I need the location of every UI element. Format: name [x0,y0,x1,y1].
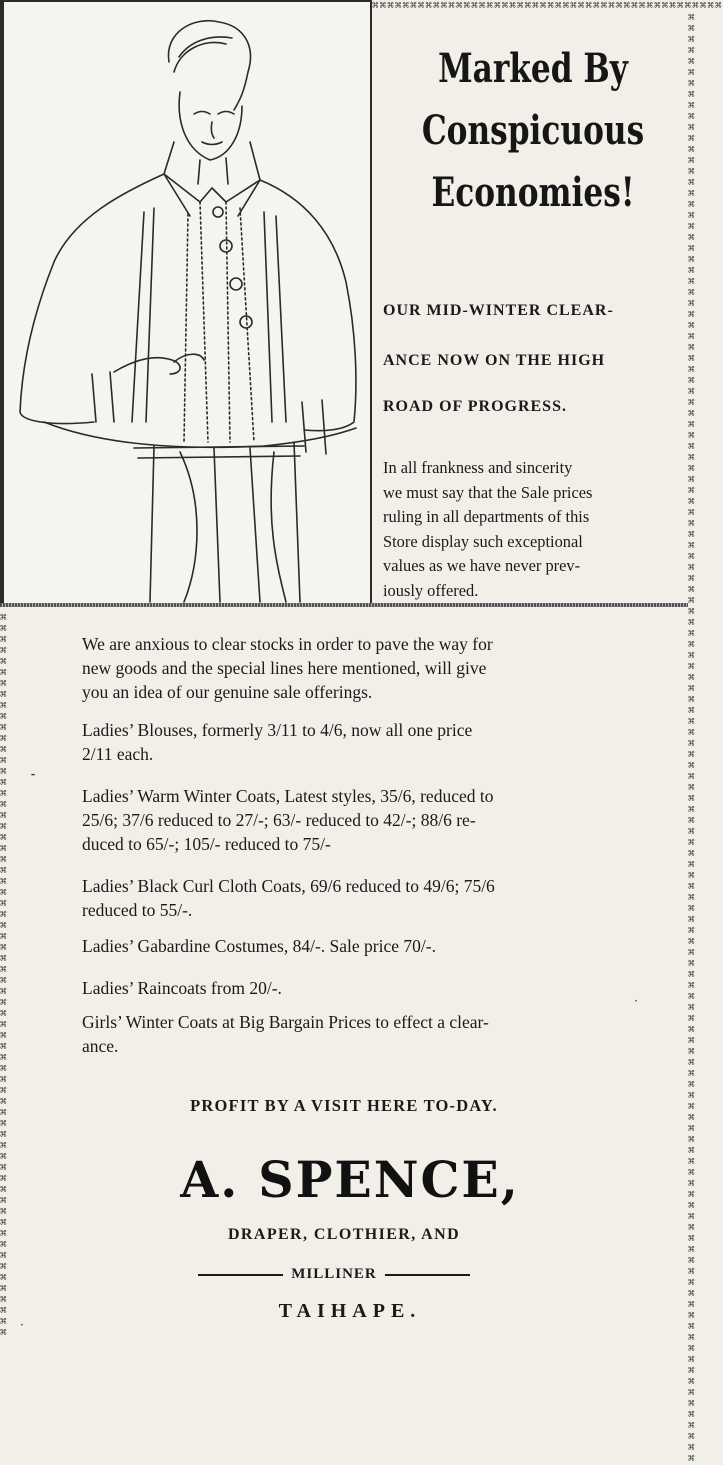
intro-line: Store display such exceptional [383,531,583,551]
intro-paragraph [383,456,673,604]
item-gabardine [82,934,642,958]
item-line: 25/6; 37/6 reduced to 27/-; 63/- reduced to 42/-; 88/6 re- [82,810,476,830]
subhead-line-1: OUR MID-WINTER CLEAR- [383,302,614,319]
intro-line: iously offered. [383,580,479,600]
print-speck: · [20,1318,24,1332]
merchant-name: A. SPENCE, [180,1150,520,1209]
ornamental-border-top: ⌘⌘⌘⌘⌘⌘⌘⌘⌘⌘⌘⌘⌘⌘⌘⌘⌘⌘⌘⌘⌘⌘⌘⌘⌘⌘⌘⌘⌘⌘⌘⌘⌘⌘⌘⌘⌘⌘⌘⌘⌘⌘⌘⌘⌘⌘ [372,0,723,12]
merchant-town: TAIHAPE. [278,1300,422,1322]
item-girls-coats [82,1010,642,1058]
print-speck: · [634,994,638,1008]
item-blouses [82,718,642,766]
fashion-illustration [0,0,372,606]
dash-rule-right [385,1274,470,1276]
dash-rule-left [198,1274,283,1276]
headline-line-3: Economies! [431,169,635,216]
body-line: you an idea of our genuine sale offerings. [82,682,373,702]
item-raincoats [82,976,642,1000]
intro-line: ruling in all departments of this [383,507,590,527]
item-line: Ladies’ Gabardine Costumes, 84/-. Sale price 70/-. [82,936,436,956]
item-line: duced to 65/-; 105/- reduced to 75/- [82,834,331,854]
headline [420,38,646,224]
item-line: Ladies’ Blouses, formerly 3/11 to 4/6, now all one price [82,720,473,740]
item-line: Ladies’ Raincoats from 20/-. [82,978,282,998]
item-line: 2/11 each. [82,744,154,764]
ornamental-border-right: ⌘⌘⌘⌘⌘⌘⌘⌘⌘⌘⌘⌘⌘⌘⌘⌘⌘⌘⌘⌘⌘⌘⌘⌘⌘⌘⌘⌘⌘⌘⌘⌘⌘⌘⌘⌘⌘⌘⌘⌘⌘⌘⌘⌘⌘⌘⌘⌘⌘⌘⌘⌘⌘⌘⌘⌘⌘⌘⌘⌘⌘⌘⌘⌘⌘⌘⌘⌘⌘⌘⌘⌘⌘⌘⌘⌘⌘⌘⌘⌘⌘⌘⌘⌘⌘⌘⌘⌘⌘⌘⌘⌘⌘⌘⌘⌘⌘⌘⌘⌘⌘⌘⌘⌘⌘⌘⌘⌘⌘⌘⌘⌘⌘⌘⌘⌘⌘⌘⌘⌘⌘⌘⌘⌘⌘⌘⌘⌘⌘⌘⌘⌘ [688,11,696,1465]
body-line: We are anxious to clear stocks in order to pave the way for [82,634,493,654]
headline-line-2: Conspicuous [421,107,645,154]
intro-line: values as we have never prev- [383,556,581,576]
subhead-line-3: ROAD OF PROGRESS. [383,398,567,415]
subhead-line-2: ANCE NOW ON THE HIGH [383,352,606,369]
headline-line-1: Marked By [438,45,628,92]
intro-line: In all frankness and sincerity [383,458,573,477]
item-line: Ladies’ Black Curl Cloth Coats, 69/6 reduced to 49/6; 75/6 [82,876,495,896]
intro-line: we must say that the Sale prices [383,482,593,502]
item-line: Girls’ Winter Coats at Big Bargain Prices to effect a clear- [82,1012,489,1032]
ornamental-border-left: ⌘⌘⌘⌘⌘⌘⌘⌘⌘⌘⌘⌘⌘⌘⌘⌘⌘⌘⌘⌘⌘⌘⌘⌘⌘⌘⌘⌘⌘⌘⌘⌘⌘⌘⌘⌘⌘⌘⌘⌘⌘⌘⌘⌘⌘⌘⌘⌘⌘⌘⌘⌘⌘⌘⌘⌘⌘⌘⌘⌘⌘⌘⌘⌘⌘⌘ [0,611,8,1339]
merchant-trade-2: MILLINER [291,1266,377,1282]
woman-blouse-drawing [4,2,370,604]
milliner-row [198,1266,470,1283]
item-line: ance. [82,1036,119,1056]
item-line: reduced to 55/-. [82,900,193,920]
body-paragraph [82,632,642,704]
item-winter-coats [82,784,642,856]
divider-rule [0,603,688,607]
item-line: Ladies’ Warm Winter Coats, Latest styles, 35/6, reduced to [82,786,494,806]
profit-callout: PROFIT BY A VISIT HERE TO-DAY. [190,1096,498,1115]
body-line: new goods and the special lines here mentioned, will give [82,658,487,678]
print-speck: ⁃ [30,768,36,782]
merchant-trade: DRAPER, CLOTHIER, AND [227,1226,461,1243]
item-curl-cloth-coats [82,874,642,922]
